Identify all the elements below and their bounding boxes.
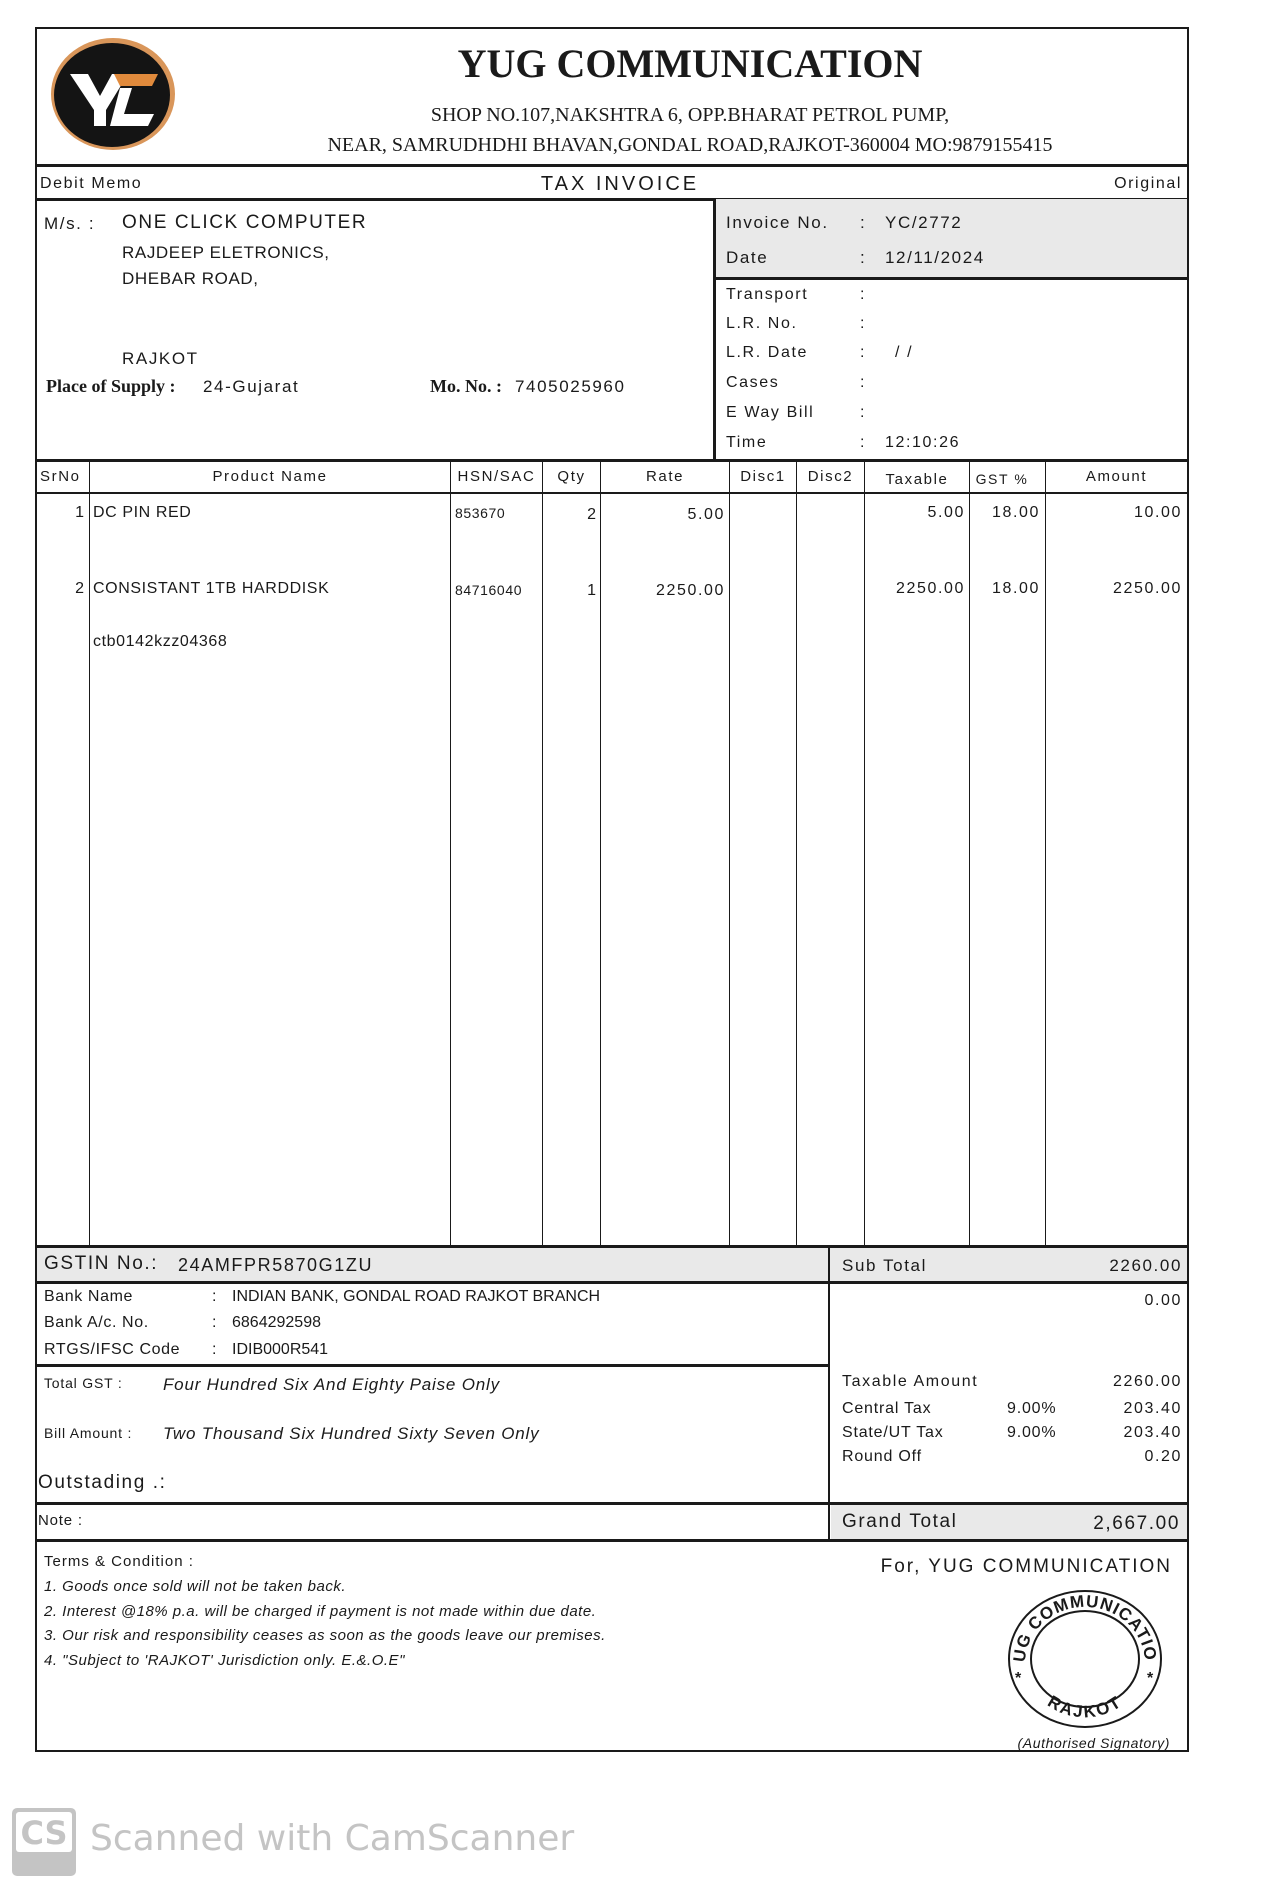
svg-text:RAJKOT: RAJKOT: [1044, 1691, 1126, 1722]
column-header-srno: SrNo: [40, 468, 81, 485]
company-address-line2: NEAR, SAMRUDHDHI BHAVAN,GONDAL ROAD,RAJKOT-360004 MO:9879155415: [327, 134, 1053, 156]
eway-bill-label: E Way Bill: [726, 404, 815, 421]
bank-account-sep: :: [212, 1314, 217, 1331]
lr-no-label: L.R. No.: [726, 315, 798, 332]
company-stamp: [1005, 1585, 1165, 1730]
note-label: Note :: [38, 1512, 83, 1529]
column-header-taxable: Taxable: [885, 471, 949, 488]
terms-item: 3. Our risk and responsibility ceases as soon as the goods leave our premises.: [44, 1627, 606, 1644]
date-value: 12/11/2024: [885, 248, 985, 267]
lr-date-label: L.R. Date: [726, 344, 808, 361]
outstanding-label: Outstading .:: [38, 1472, 167, 1493]
tax-invoice-title: TAX INVOICE: [540, 173, 700, 195]
terms-item: 2. Interest @18% p.a. will be charged if payment is not made within due date.: [44, 1603, 597, 1620]
buyer-city: RAJKOT: [122, 349, 199, 368]
taxable-amount-value: 2260.00: [1112, 1373, 1182, 1390]
bill-amount-words: Two Thousand Six Hundred Sixty Seven Only: [163, 1424, 540, 1443]
sub-total-label: Sub Total: [842, 1256, 927, 1275]
time-value: 12:10:26: [885, 434, 961, 451]
cell-hsn: 84716040: [455, 582, 523, 598]
svg-text:*: *: [1147, 1670, 1154, 1687]
terms-item: 1. Goods once sold will not be taken back.: [44, 1578, 347, 1595]
lr-date-value: / /: [895, 344, 914, 361]
column-header-hsn: HSN/SAC: [457, 468, 536, 485]
buyer-address1: RAJDEEP ELETRONICS,: [122, 243, 330, 262]
round-off-label: Round Off: [842, 1448, 922, 1465]
date-label: Date: [726, 248, 769, 267]
invoice-no-value: YC/2772: [885, 213, 963, 232]
cell-serial: ctb0142kzz04368: [93, 633, 228, 650]
buyer-address2: DHEBAR ROAD,: [122, 269, 259, 288]
cell-srno: 2: [75, 580, 84, 597]
column-header-disc1: Disc1: [740, 468, 786, 485]
cases-sep: :: [860, 374, 865, 391]
column-header-gst: GST %: [975, 471, 1029, 487]
cell-product: DC PIN RED: [93, 504, 192, 521]
mobile-label: Mo. No. :: [430, 376, 502, 396]
cell-taxable: 5.00: [927, 504, 965, 521]
invoice-no-label: Invoice No.: [726, 213, 829, 232]
column-header-disc2: Disc2: [807, 468, 854, 485]
bill-amount-label: Bill Amount :: [44, 1425, 133, 1441]
svg-text:*: *: [1015, 1670, 1022, 1687]
ifsc-sep: :: [212, 1341, 217, 1358]
round-off-value: 0.20: [1144, 1448, 1182, 1465]
cell-rate: 2250.00: [655, 582, 725, 599]
column-header-amount: Amount: [1085, 468, 1148, 485]
grand-total-value: 2,667.00: [1093, 1513, 1180, 1534]
bank-account-value: 6864292598: [232, 1314, 321, 1331]
ifsc-label: RTGS/IFSC Code: [44, 1341, 181, 1358]
cell-amount: 2250.00: [1112, 580, 1182, 597]
transport-label: Transport: [726, 286, 809, 303]
for-company-label: For, YUG COMMUNICATION: [880, 1556, 1172, 1577]
bank-name-sep: :: [212, 1288, 217, 1305]
camscanner-badge-text: CS: [20, 1814, 68, 1852]
bank-name-value: INDIAN BANK, GONDAL ROAD RAJKOT BRANCH: [232, 1288, 601, 1305]
place-of-supply-value: 24-Gujarat: [203, 377, 300, 396]
total-gst-label: Total GST :: [44, 1375, 123, 1391]
company-logo: [48, 36, 178, 152]
cell-hsn: 853670: [455, 505, 506, 521]
invoice-no-sep: :: [860, 213, 865, 232]
cell-gst: 18.00: [991, 504, 1040, 521]
buyer-label: M/s. :: [44, 214, 96, 233]
central-tax-value: 203.40: [1123, 1400, 1182, 1417]
bank-account-label: Bank A/c. No.: [44, 1314, 149, 1331]
cell-amount: 10.00: [1133, 504, 1182, 521]
camscanner-badge: [12, 1808, 76, 1876]
cell-qty: 2: [587, 506, 596, 523]
taxable-amount-label: Taxable Amount: [842, 1373, 979, 1390]
column-header-product: Product Name: [212, 468, 328, 485]
camscanner-watermark: Scanned with CamScanner: [90, 1818, 575, 1859]
time-sep: :: [860, 434, 865, 451]
state-tax-label: State/UT Tax: [842, 1424, 944, 1441]
debit-memo-label: Debit Memo: [40, 175, 143, 192]
discount-value: 0.00: [1144, 1292, 1182, 1309]
grand-total-label: Grand Total: [842, 1511, 958, 1532]
state-tax-value: 203.40: [1123, 1424, 1182, 1441]
column-header-qty: Qty: [557, 468, 586, 485]
svg-text:YUG COMMUNICATION: UG COMMUNICATIO: [1009, 1591, 1161, 1664]
cases-label: Cases: [726, 374, 780, 391]
ifsc-value: IDIB000R541: [232, 1341, 329, 1358]
bank-name-label: Bank Name: [44, 1288, 133, 1305]
cell-rate: 5.00: [687, 506, 725, 523]
central-tax-label: Central Tax: [842, 1400, 932, 1417]
company-address-line1: SHOP NO.107,NAKSHTRA 6, OPP.BHARAT PETROL PUMP,: [430, 104, 950, 126]
terms-item: 4. "Subject to 'RAJKOT' Jurisdiction only. E.&.O.E": [44, 1652, 405, 1669]
transport-sep: :: [860, 286, 865, 303]
company-name: YUG COMMUNICATION: [457, 41, 923, 86]
terms-title: Terms & Condition :: [44, 1553, 194, 1570]
cell-srno: 1: [75, 504, 84, 521]
authorised-signatory: (Authorised Signatory): [1017, 1735, 1170, 1751]
eway-bill-sep: :: [860, 404, 865, 421]
sub-total-value: 2260.00: [1109, 1256, 1182, 1275]
cell-qty: 1: [587, 582, 596, 599]
cell-product: CONSISTANT 1TB HARDDISK: [93, 580, 330, 597]
place-of-supply-label: Place of Supply :: [46, 376, 176, 396]
state-tax-rate: 9.00%: [1007, 1424, 1057, 1441]
gstin-label: GSTIN No.:: [44, 1253, 159, 1274]
column-header-rate: Rate: [645, 468, 685, 485]
cell-taxable: 2250.00: [895, 580, 965, 597]
date-sep: :: [860, 248, 865, 267]
copy-type-label: Original: [1114, 175, 1182, 192]
cell-gst: 18.00: [991, 580, 1040, 597]
buyer-name: ONE CLICK COMPUTER: [122, 212, 368, 233]
central-tax-rate: 9.00%: [1007, 1400, 1057, 1417]
mobile-value: 7405025960: [515, 377, 626, 396]
time-label: Time: [726, 434, 768, 451]
total-gst-words: Four Hundred Six And Eighty Paise Only: [163, 1375, 500, 1394]
gstin-value: 24AMFPR5870G1ZU: [178, 1255, 374, 1275]
lr-no-sep: :: [860, 315, 865, 332]
lr-date-sep: :: [860, 344, 865, 361]
